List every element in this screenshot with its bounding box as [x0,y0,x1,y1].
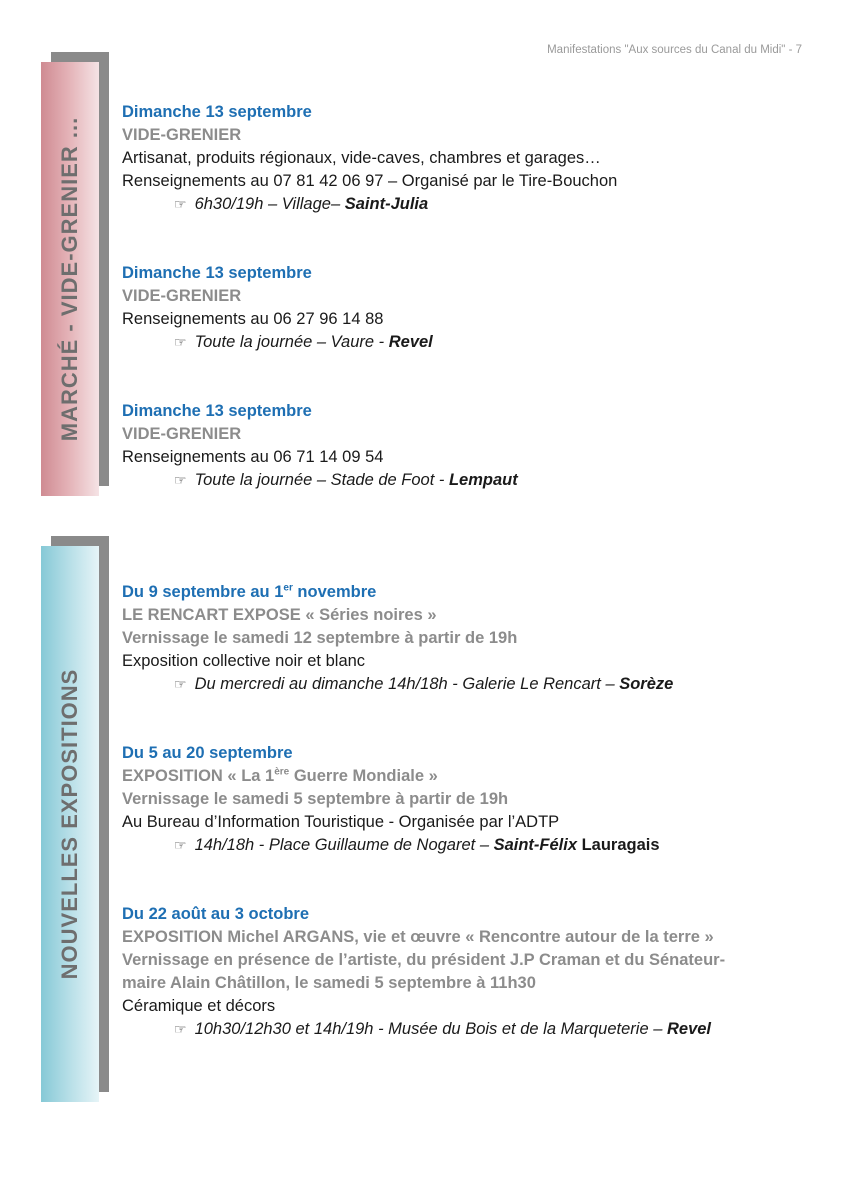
event-detail [122,469,822,492]
event-info: Renseignements au 06 27 96 14 88 [122,310,384,328]
event-description: Céramique et décors [122,997,276,1015]
event-vernissage: Vernissage le samedi 12 septembre à partir de 19h [122,629,518,647]
event-item [122,101,822,216]
title-superscript: ère [274,766,290,778]
event-detail [122,834,822,857]
event-detail [122,193,822,216]
event-place: Saint-Félix [493,836,578,854]
event-time-location: 14h/18h - Place Guillaume de Nogaret – [194,836,494,854]
event-time-location: Toute la journée – Vaure - [194,333,389,351]
section-tab-marche [41,62,99,496]
event-place: Revel [388,333,433,351]
event-date: Dimanche 13 septembre [122,264,312,282]
event-date: Du 5 au 20 septembre [122,744,293,762]
event-title: VIDE-GRENIER [122,425,242,443]
event-date: Dimanche 13 septembre [122,402,312,420]
event-place: Saint-Julia [344,195,429,213]
event-title [122,765,822,788]
hand-pointer-icon: ☞ [174,472,187,488]
event-item [122,581,822,696]
event-title: EXPOSITION Michel ARGANS, vie et œuvre « Rencontre autour de la terre » [122,928,714,946]
section-tab-expositions [41,546,99,1102]
event-detail [122,673,822,696]
event-detail [122,1018,822,1041]
date-part: Du 9 septembre au 1 [122,583,284,601]
event-place: Sorèze [619,675,674,693]
event-time-location: Toute la journée – Stade de Foot - [194,471,449,489]
event-item [122,903,822,1041]
event-description: Au Bureau d’Information Touristique - Organisée par l’ADTP [122,813,560,831]
hand-pointer-icon: ☞ [174,1021,187,1037]
event-detail [122,331,822,354]
event-description: Artisanat, produits régionaux, vide-caves, chambres et garages… [122,149,601,167]
event-title: VIDE-GRENIER [122,287,242,305]
event-place: Revel [666,1020,712,1038]
event-time-location: 10h30/12h30 et 14h/19h - Musée du Bois et de la Marqueterie – [194,1020,667,1038]
event-date: Du 22 août au 3 octobre [122,905,310,923]
date-superscript: er [283,582,293,594]
event-vernissage: maire Alain Châtillon, le samedi 5 septembre à 11h30 [122,974,536,992]
event-place-suffix: Lauragais [577,836,660,854]
title-part: EXPOSITION « La 1 [122,767,275,785]
hand-pointer-icon: ☞ [174,334,187,350]
event-title: VIDE-GRENIER [122,126,242,144]
hand-pointer-icon: ☞ [174,837,187,853]
section-marche [122,101,822,538]
event-date [122,581,822,604]
page-header: Manifestations "Aux sources du Canal du Midi" - 7 [547,44,802,56]
event-vernissage: Vernissage en présence de l’artiste, du président J.P Craman et du Sénateur- [122,951,726,969]
event-info: Renseignements au 06 71 14 09 54 [122,448,384,466]
event-date: Dimanche 13 septembre [122,103,312,121]
event-info: Renseignements au 07 81 42 06 97 – Organisé par le Tire-Bouchon [122,172,618,190]
tab-label: NOUVELLES EXPOSITIONS [57,668,82,980]
event-vernissage: Vernissage le samedi 5 septembre à partir de 19h [122,790,509,808]
event-time-location: 6h30/19h – Village– [194,195,345,213]
date-part: novembre [292,583,377,601]
event-title: LE RENCART EXPOSE « Séries noires » [122,606,437,624]
event-item [122,262,822,354]
event-description: Exposition collective noir et blanc [122,652,366,670]
hand-pointer-icon: ☞ [174,676,187,692]
tab-label: MARCHÉ - VIDE-GRENIER ... [57,116,82,442]
hand-pointer-icon: ☞ [174,196,187,212]
event-item [122,742,822,857]
event-time-location: Du mercredi au dimanche 14h/18h - Galerie Le Rencart – [194,675,620,693]
title-part: Guerre Mondiale » [289,767,438,785]
event-place: Lempaut [448,471,518,489]
event-item [122,400,822,492]
section-expositions [122,581,822,1087]
